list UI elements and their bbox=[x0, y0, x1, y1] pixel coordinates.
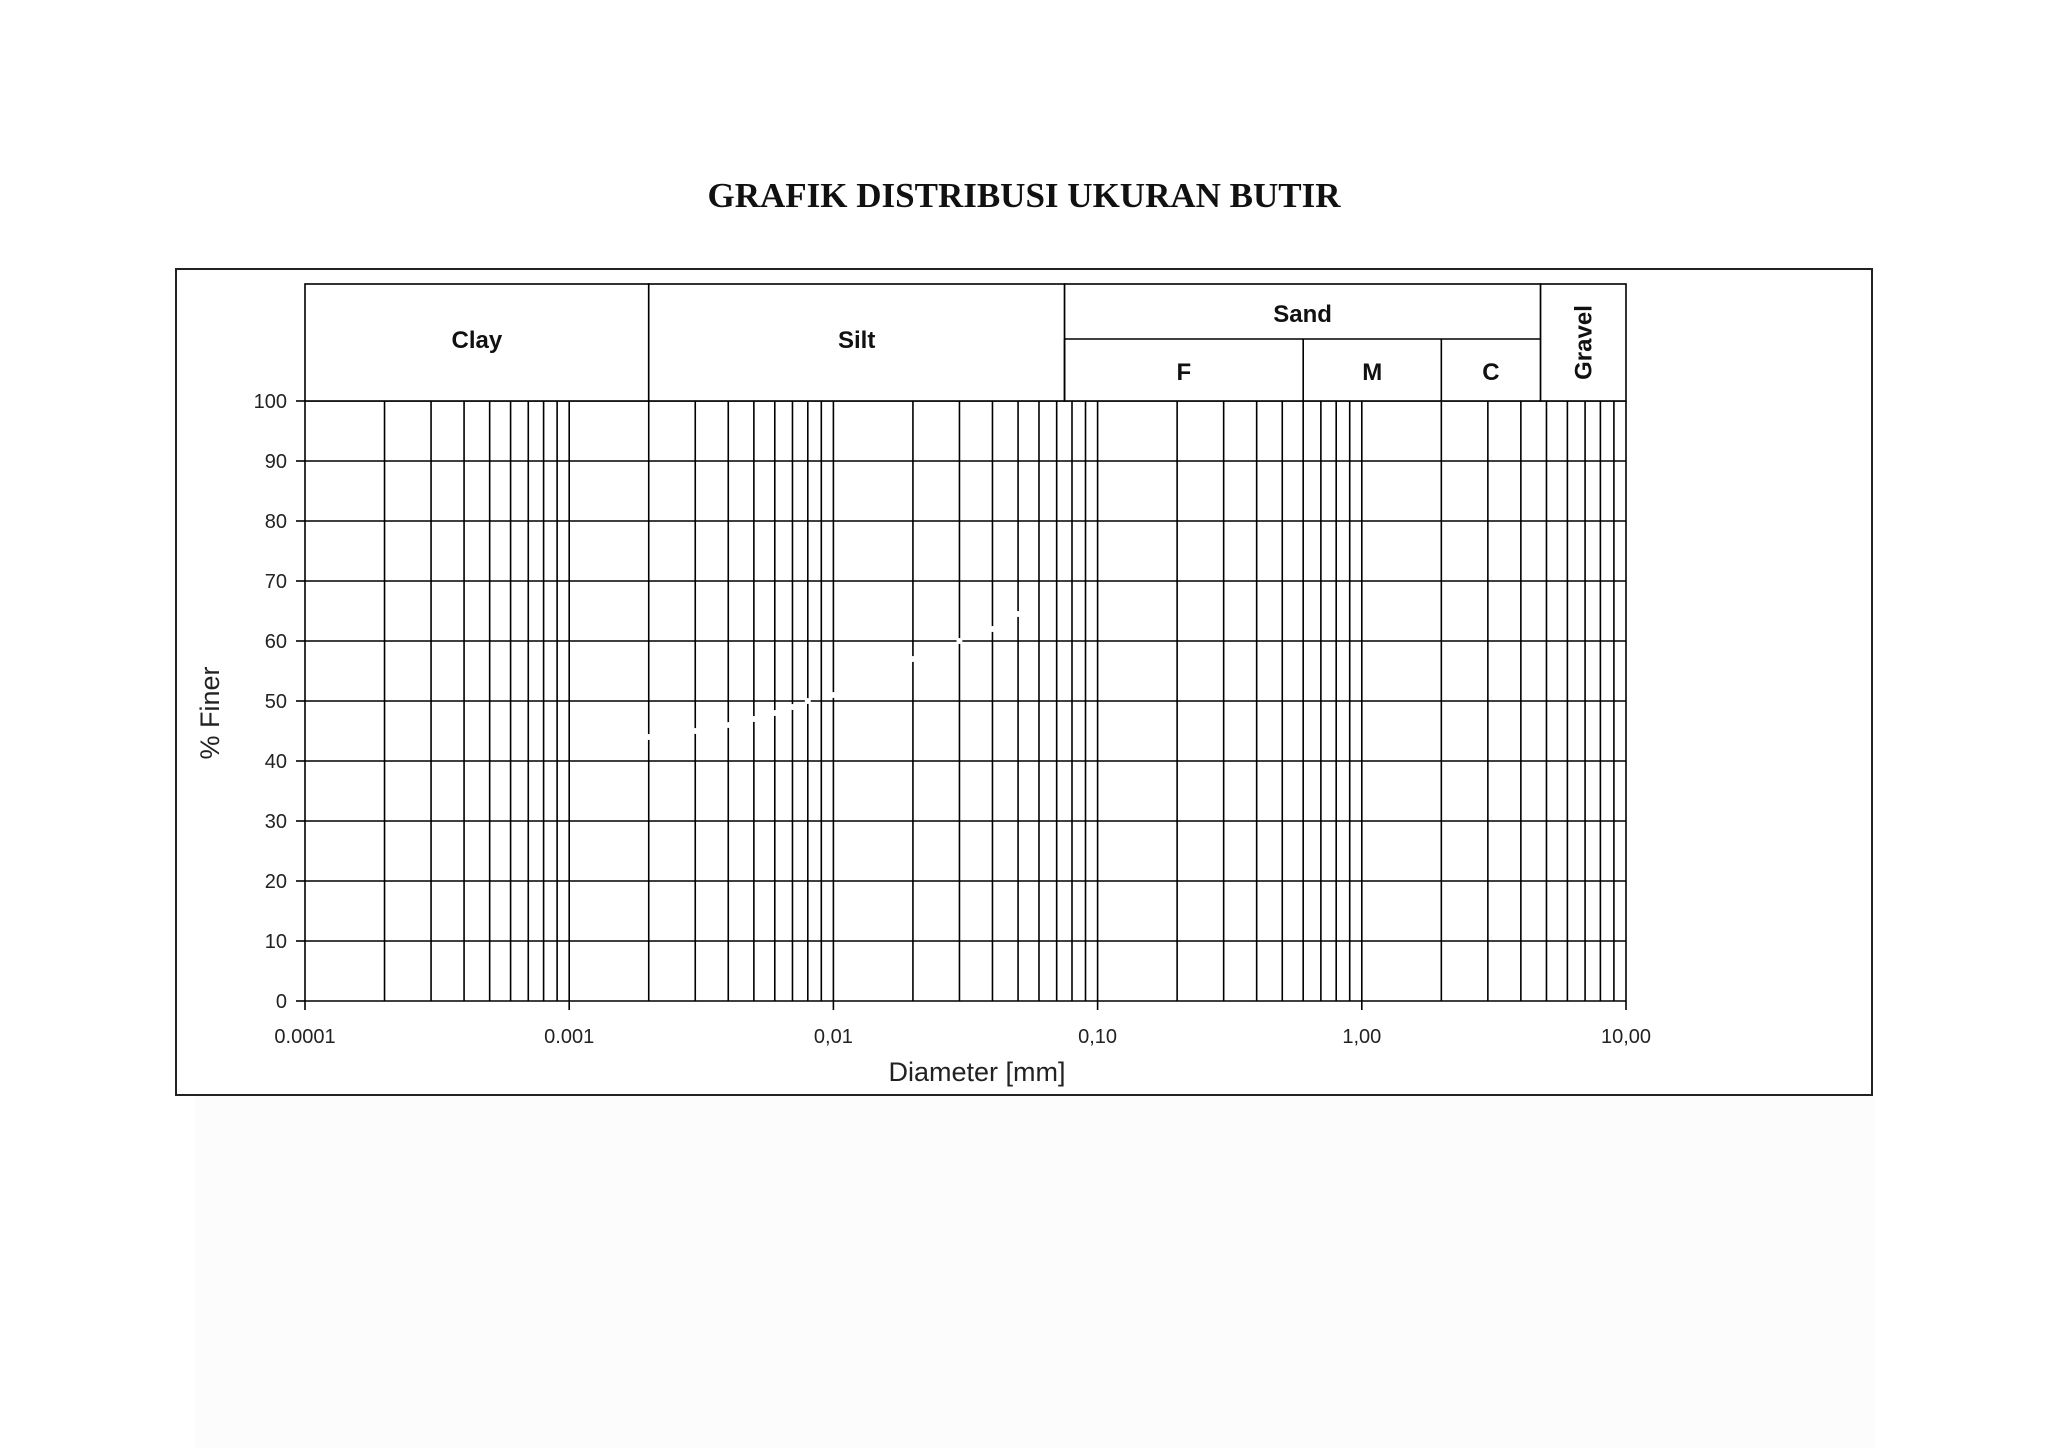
page-title: GRAFIK DISTRIBUSI UKURAN BUTIR bbox=[707, 176, 1341, 215]
y-tick-label: 0 bbox=[275, 991, 287, 1013]
data-point bbox=[830, 692, 836, 698]
data-point bbox=[989, 626, 995, 632]
header-sublabel-m: M bbox=[1362, 359, 1383, 386]
data-point bbox=[910, 656, 916, 662]
y-tick-label: 100 bbox=[253, 391, 287, 413]
x-axis-label: Diameter [mm] bbox=[888, 1057, 1066, 1087]
x-tick-label: 0.0001 bbox=[274, 1026, 336, 1048]
y-tick-label: 40 bbox=[264, 751, 287, 773]
y-tick-label: 80 bbox=[264, 511, 287, 533]
data-point bbox=[692, 728, 698, 734]
data-point bbox=[646, 734, 652, 740]
y-tick-label: 20 bbox=[264, 871, 287, 893]
data-point bbox=[805, 698, 811, 704]
data-point bbox=[956, 638, 962, 644]
y-tick-label: 90 bbox=[264, 451, 287, 473]
header-label-silt: Silt bbox=[837, 327, 876, 354]
data-point bbox=[772, 710, 778, 716]
classification-header bbox=[305, 284, 1626, 401]
x-tick-label: 0,10 bbox=[1078, 1026, 1118, 1048]
data-point bbox=[1015, 611, 1021, 617]
x-tick-label: 1,00 bbox=[1342, 1026, 1382, 1048]
y-tick-label: 50 bbox=[264, 691, 287, 713]
y-tick-label: 70 bbox=[264, 571, 287, 593]
header-label-sand: Sand bbox=[1273, 301, 1332, 328]
data-point bbox=[789, 704, 795, 710]
data-point bbox=[751, 716, 757, 722]
y-tick-label: 30 bbox=[264, 811, 287, 833]
header-label-gravel: Gravel bbox=[1570, 305, 1598, 380]
y-tick-label: 10 bbox=[264, 931, 287, 953]
x-tick-label: 0,01 bbox=[813, 1026, 853, 1048]
x-tick-label: 0.001 bbox=[544, 1026, 595, 1048]
header-label-clay: Clay bbox=[451, 327, 503, 354]
y-tick-label: 60 bbox=[264, 631, 287, 653]
header-sublabel-c: C bbox=[1482, 359, 1500, 386]
y-axis-label: % Finer bbox=[195, 666, 225, 760]
data-point bbox=[725, 722, 731, 728]
x-tick-label: 10,00 bbox=[1600, 1026, 1652, 1048]
header-sublabel-f: F bbox=[1176, 359, 1192, 386]
